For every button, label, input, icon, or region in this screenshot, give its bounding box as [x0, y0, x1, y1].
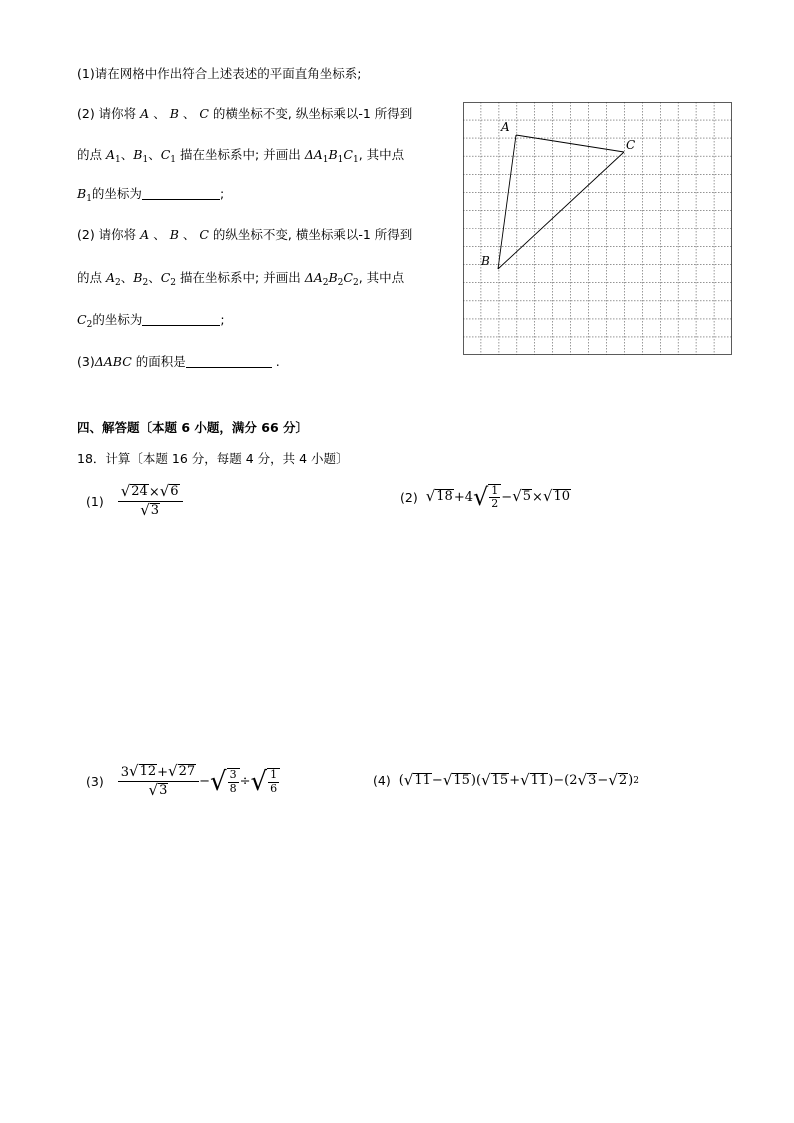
label-b: B — [481, 254, 490, 268]
problem-1: (1) √ 24 × √ 6 √ 3 — [86, 484, 183, 519]
q17-part3-line3: $C_2$的坐标为 ; — [77, 312, 225, 330]
answer-blank[interactable] — [186, 355, 272, 368]
answer-blank[interactable] — [142, 187, 220, 200]
section-heading: 四、解答题〔本题 6 小题，满分 66 分〕 — [77, 420, 309, 435]
q17-part4: (3)ΔABC 的面积是 . — [77, 354, 280, 369]
q17-part2-line2: 的点 $A_1$、$B_1$、$C_1$ 描在坐标系中; 并画出 $\Delta A_1B_1C_1$, 其中点 — [77, 147, 405, 165]
q17-part2-line1: (2) 请你将 A 、 B 、 C 的横坐标不变, 纵坐标乘以-1 所得到 — [77, 106, 413, 121]
problem-3: (3) 3 √ 12 + √ 27 √ 3 − √ $\frac{3}{8}$ ÷ √ $\frac{1}{6}$ — [86, 764, 280, 799]
problem-2: (2) √ 18 +4 √ $\frac{1}{2}$ − √ 5 × √ 10 — [400, 483, 571, 512]
answer-blank[interactable] — [142, 313, 220, 326]
label-c: C — [626, 138, 636, 152]
label-a: A — [501, 120, 510, 134]
q17-part1: (1)请在网格中作出符合上述表述的平面直角坐标系; — [77, 66, 362, 81]
question-18-title: 18．计算〔本题 16 分，每题 4 分，共 4 小题〕 — [77, 451, 349, 466]
q17-part2-line3: $B_1$的坐标为 ; — [77, 186, 225, 204]
q17-part3-line2: 的点 $A_2$、$B_2$、$C_2$ 描在坐标系中; 并画出 $\Delta A_2B_2C_2$, 其中点 — [77, 270, 405, 288]
problem-4: (4) ( √ 11 − √ 15 )( √ 15 + √ 11 )−(2 √ 3 − √ 2 ) 2 — [373, 771, 639, 789]
q17-part3-line1: (2) 请你将 A 、 B 、 C 的纵坐标不变, 横坐标乘以-1 所得到 — [77, 227, 413, 242]
coordinate-grid — [463, 102, 733, 356]
